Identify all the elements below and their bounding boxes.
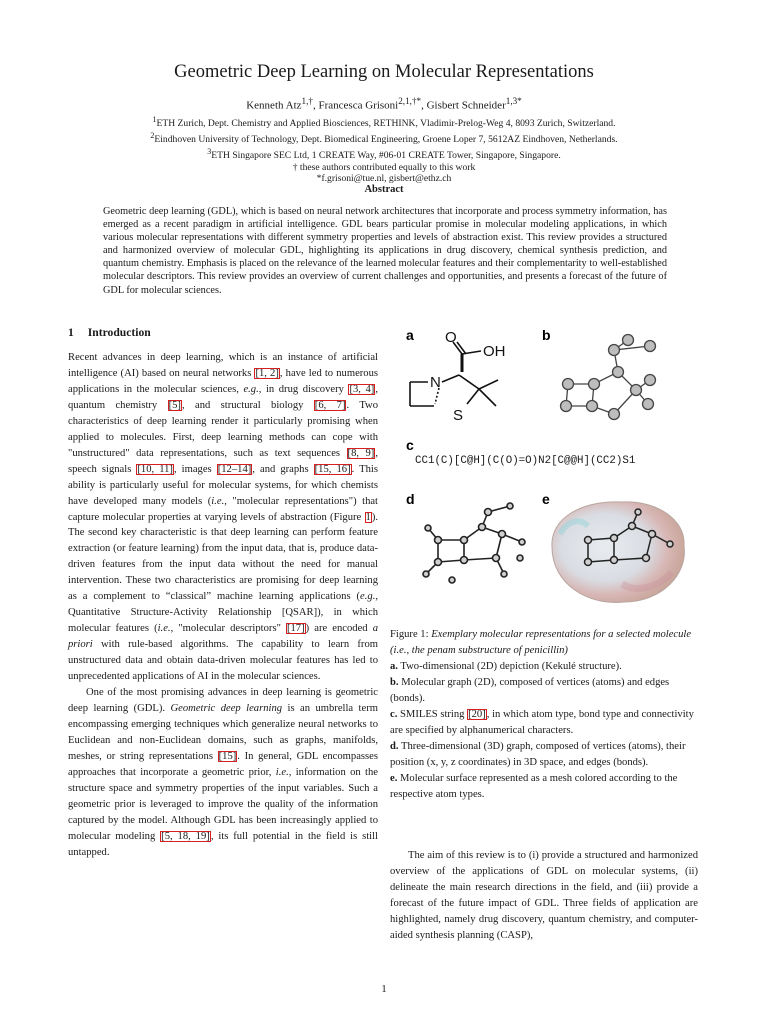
citation-link[interactable]: [5, 18, 19] [161, 830, 210, 842]
affiliation-line [0, 130, 768, 146]
molecule-3d-graph [423, 503, 525, 583]
paper-title: Geometric Deep Learning on Molecular Representations [174, 62, 594, 82]
caption-item-e: e. Molecular surface represented as a mesh colored according to the respective atom types. [390, 772, 678, 800]
panel-label-a: a [406, 327, 414, 343]
equal-contribution-note: † these authors contributed equally to this work [292, 161, 476, 173]
affiliation-number: 3 [207, 146, 212, 156]
affiliation-text: ETH Singapore SEC Ltd, 1 CREATE Way, #06-01 CREATE Tower, Singapore, Singapore. [211, 149, 561, 161]
abstract-text [103, 205, 667, 297]
author-affiliation-sup: 1,† [301, 96, 313, 106]
molecular-surface [552, 502, 684, 603]
abstract-paragraph: Geometric deep learning (GDL), which is based on neural network architectures that incorporate and process symmetry information, has emerged as a recent paradigm in artificial intelligence. GDL bears particular promise in molecular modeling applications, in which various molecular representations with different symmetry properties and levels of abstraction exist. This review provides a structured and harmonized overview of molecular GDL, highlighting its applications in drug discovery, chemical synthesis prediction, and quantum chemistry. Emphasis is placed on the relevance of the learned molecular features and their complementarity to well-established molecular descriptors. This review provides an overview of current challenges and opportunities, and presents a forecast of the future of GDL for molecular sciences. [103, 206, 667, 296]
affiliation-line [0, 114, 768, 130]
contact-emails[interactable]: *f.grisoni@tue.nl, gisbert@ethz.ch [316, 173, 452, 185]
author-name: Kenneth Atz [246, 99, 302, 112]
atom-label-o: O [445, 329, 457, 346]
citation-link[interactable]: [15, 16] [314, 463, 351, 475]
figure-1 [392, 322, 692, 622]
author-list [0, 96, 768, 112]
author-name: Francesca Grisoni [318, 99, 399, 112]
caption-item-b: b. Molecular graph (2D), composed of vertices (atoms) and edges (bonds). [390, 676, 670, 704]
caption-item-d: d. Three-dimensional (3D) graph, composed of vertices (atoms), their position (x, y, z coordinates) in 3D space, and edges (bonds). [390, 740, 686, 768]
intro-paragraph-2: One of the most promising advances in deep learning is geometric deep learning (GDL). Geometric deep learning is an umbrella term encompassing emerging techniques which generalize neural networks to Euclidean and non-Euclidean domains, such as graphs, manifolds, meshes, or string representations [15]. In general, GDL encompasses approaches that incorporate a geometric prior, i.e., information on the structure space and symmetry properties of the input variables. Such a geometric prior is leveraged to improve the quality of the information captured by the model. Although GDL has been increasingly applied to molecular modeling [5, 18, 19], its full potential in the field is still untapped. [68, 687, 378, 858]
figure-link[interactable]: 1 [365, 511, 371, 523]
affiliation-line [0, 146, 768, 162]
molecular-graph [561, 335, 656, 420]
atom-label-oh: OH [483, 343, 506, 360]
intro-paragraph-1: Recent advances in deep learning, which is an instance of artificial intelligence (AI) based on neural networks [1, 2], have led to numerous applications in the molecular sciences, e.g., in drug discovery [3, 4], quantum chemistry [5], and structural biology [6, 7]. Two characteristics of deep learning render it particularly promising when applied to molecules. First, deep learning methods can cope with "unstructured" data representations, such as text sequences [8, 9], speech signals [10, 11], images [12–14], and graphs [15, 16]. This ability is particularly useful for molecular systems, for which chemists have developed many models (i.e., "molecular representations") that capture molecular properties at varying levels of abstraction (Figure 1). The second key characteristic is that deep learning can perform feature extraction (or feature learning) from the input data, that is, produce data-driven features from the input data without the need for manual intervention. These two characteristics are promising for deep learning as a complement to “classical” machine learning applications (e.g., Quantitative Structure-Activity Relationship [QSAR]), in which molecular features (i.e., "molecular descriptors" [17]) are encoded a priori with rule-based algorithms. The capability to learn from unstructured data and obtain data-driven molecular features has led to unprecedented applications of AI in the molecular sciences. [68, 352, 379, 683]
author-name: Gisbert Schneider [426, 99, 506, 112]
citation-link[interactable]: [1, 2] [255, 367, 279, 379]
citation-link[interactable]: [12–14] [217, 463, 252, 475]
panel-label-b: b [542, 327, 551, 343]
page-number: 1 [381, 983, 387, 995]
caption-title: Figure 1: Exemplary molecular representations for a selected molecule (i.e., the penam substructure of penicillin) [390, 629, 692, 656]
author-separator: , [421, 99, 427, 112]
panel-label-c: c [406, 437, 414, 453]
caption-item-a: a. Two-dimensional (2D) depiction (Kekulé structure). [390, 660, 622, 672]
affiliation-text: ETH Zurich, Dept. Chemistry and Applied Biosciences, RETHINK, Vladimir-Prelog-Weg 4, 8093 Zurich, Switzerland. [156, 118, 616, 130]
author-affiliation-sup: 1,3* [505, 96, 522, 106]
right-column [390, 848, 698, 944]
affiliation-number: 1 [152, 115, 157, 124]
atom-label-s: S [453, 407, 464, 424]
smiles-string: CC1(C)[C@H](C(O)=O)N2[C@@H](CC2)S1 [415, 455, 636, 467]
author-affiliation-sup: 2,1,†* [398, 96, 422, 106]
section-number: 1 [68, 326, 74, 339]
affiliation-number: 2 [150, 130, 155, 140]
figure-caption [390, 627, 698, 802]
author-separator: , [312, 99, 319, 112]
left-column [68, 350, 378, 861]
citation-link[interactable]: [8, 9] [347, 447, 375, 459]
citation-link[interactable]: [3, 4] [349, 383, 375, 395]
atom-label-n: N [430, 374, 441, 391]
aims-paragraph: The aim of this review is to (i) provide a structured and harmonized overview of the applications of GDL on molecular systems, (ii) delineate the main research directions in the field, and (iii) provide a forecast of the future impact of GDL. Three fields of application are highlighted, namely drug discovery, quantum chemistry, and computer-aided synthesis planning (CASP), [390, 850, 698, 941]
section-heading [68, 326, 151, 339]
panel-label-d: d [406, 491, 415, 507]
caption-item-c: c. SMILES string [20], in which atom type, bond type and connectivity are specified by alphanumerical characters. [390, 708, 694, 736]
citation-link[interactable]: [5] [168, 399, 181, 411]
citation-link[interactable]: [10, 11] [137, 463, 173, 475]
citation-link[interactable]: [20] [468, 708, 486, 720]
section-title: Introduction [87, 326, 151, 339]
panel-label-e: e [542, 491, 550, 507]
abstract-heading: Abstract [364, 184, 404, 195]
affiliations [0, 114, 768, 185]
affiliation-text: Eindhoven University of Technology, Dept. Biomedical Engineering, Groene Loper 7, 5612AZ Eindhoven, Netherlands. [154, 134, 618, 146]
citation-link[interactable]: [17] [286, 623, 305, 635]
citation-link[interactable]: [6, 7] [314, 399, 346, 411]
figure-1-graphic [392, 322, 692, 622]
citation-link[interactable]: [15] [218, 750, 237, 762]
